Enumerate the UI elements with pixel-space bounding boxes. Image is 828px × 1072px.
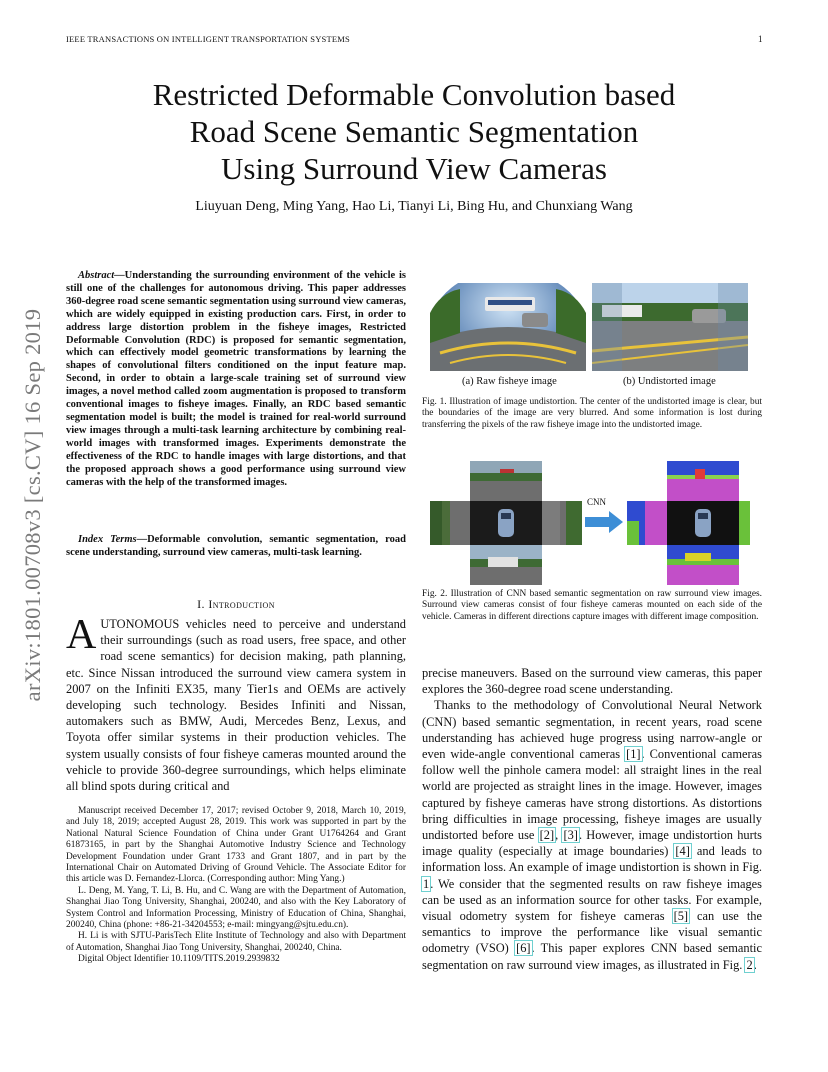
section-number: I. [197,597,205,611]
text-run: , [555,828,563,843]
cnn-label: CNN [587,497,607,507]
abstract-text: —Understanding the surrounding environment of the vehicle is still one of the challenges for autonomous driving. This paper addresses 360-degree road scene semantic segmentation using surround view cameras, which are widely equipped in existing production cars. First, in order to address large distortion problem in the fisheye images, Restricted Deformable Convolution (RDC) is proposed for semantic segmentation, which can effectively model geometric transformations by learning the shapes of convolutional filters conditioned on the input feature map. Second, in order to obtain a large-scale training set of surround view images, a novel method called zoom augmentation is proposed to transform conventional images to fisheye images. Finally, an RDC based semantic segmentation model is built; the model is trained for real-world surround view images through a multi-task learning architecture by combining real-world images with transformed images. Experiments demonstrate the effectiveness of the RDC to handle images with large distortions, and that the proposed approach shows a good performance using surround view cameras with the help of the transformed images. [66,270,406,488]
section-heading [66,597,406,612]
index-terms [66,534,406,560]
drop-cap: A [66,612,97,658]
abstract [66,270,406,489]
text-run: and leads to information loss. An example of image undistortion is shown in Fig. [422,844,762,875]
surround-left-image [430,501,470,545]
citation-link[interactable]: [2] [539,828,555,843]
surround-center-car [470,501,542,545]
footnote: L. Deng, M. Yang, T. Li, B. Hu, and C. Wang are with the Department of Automation, Shanghai Jiao Tong University, Shanghai, 200240, and also with the Key Laboratory of System Control and Information Processing, Ministry of Education of China, Shanghai, 200240, China (phone: +86-21-34204553; e-mail: mingyang@sjtu.edu.cn). [66,885,406,931]
text-run: Thanks to the methodology of Convolutional Neural Network (CNN) based semantic segmentation, in recent years, road scene understanding has achieved huge progress using narrow-angle or even wide-angle conventional cameras [422,698,762,762]
index-terms-label: Index Terms [78,534,137,545]
arxiv-stamp-text: arXiv:1801.00708v3 [cs.CV] 16 Sep 2019 [20,308,45,702]
footnote-doi: Digital Object Identifier 10.1109/TITS.2019.2939832 [78,954,280,965]
seg-center-car [667,501,739,545]
footnotes [66,806,406,966]
citation-link[interactable]: [6] [516,941,531,956]
figure-2-caption: Fig. 2. Illustration of CNN based semantic segmentation on raw surround view images. Surround view cameras consist of four fisheye cameras mounted on each side of the vehicle. Cameras in different directions capture images with different image composition. [422,589,762,622]
text-run: can use the semantics to improve the performance like visual semantic odometry (VSO) [422,909,762,956]
abstract-label: Abstract [78,270,115,281]
text-run: . However, image undistortion hurts image quality (especially at image boundaries) [422,828,762,859]
figure-link[interactable]: 1 [423,876,430,891]
title-line: Restricted Deformable Convolution based [152,77,676,112]
undistorted-image [592,283,748,371]
author-list: Liuyuan Deng, Ming Yang, Hao Li, Tianyi Li, Bing Hu, and Chunxiang Wang [195,199,633,214]
paragraph [422,697,762,972]
intro-right-column [422,665,762,973]
title-line: Road Scene Semantic Segmentation [189,114,639,149]
surround-front-image [470,461,542,501]
running-header: IEEE TRANSACTIONS ON INTELLIGENT TRANSPORTATION SYSTEMS [66,34,350,44]
citation-link[interactable]: [4] [675,844,690,859]
surround-rear-image [470,545,542,585]
fig1-subcaption-a: (a) Raw fisheye image [462,376,557,387]
text-run: . We consider that the segmented results on raw fisheye images can be used as an information source for other tasks. For example, visual odometry system for fisheye cameras [422,876,762,924]
paper-title [100,76,728,187]
text-run: . [753,957,757,972]
citation-link[interactable]: [5] [673,909,689,924]
figure-2 [430,461,750,586]
figure-1 [430,283,750,388]
section-title: Introduction [208,597,275,611]
seg-front-image [667,461,739,501]
figure-link[interactable]: 2 [746,957,753,972]
citation-link[interactable]: [1] [626,747,641,762]
seg-right-image [739,501,750,545]
intro-paragraph [66,612,406,794]
seg-left-image [627,501,667,545]
figure-1-caption: Fig. 1. Illustration of image undistortion. The center of the undistorted image is clear, but the boundaries of the image are very blurred. And some information is lost during transferring the pixels of the raw fisheye image into the undistorted image. [422,397,762,430]
footnote: Manuscript received December 17, 2017; revised October 9, 2018, March 10, 2019, and July 18, 2019; accepted August 28, 2019. This work was supported in part by the National Natural Science Foundation of China under Grant U1764264 and Grant 61873165, in part by the Shanghai Automotive Industry Science and Technology Development Foundation under Grant 1733 and Grant 1807, and in part by the International Chair on Automated Driving of Ground Vehicle. The Associate Editor for this article was D. Fernandez-Llorca. (Corresponding author: Ming Yang.) [66,806,406,885]
surround-right-image [542,501,582,545]
index-terms-text: —Deformable convolution, semantic segmentation, road scene understanding, surround view cameras, multi-task learning. [66,534,406,558]
text-run: . Conventional cameras follow well the pinhole camera model: all straight lines in the real world are projected as straight lines in the image. However, images captured by fisheye cameras have strong distortions. As distortions bring difficulties in image processing, fisheye images are usually undistorted before use [422,747,762,843]
intro-text: UTONOMOUS vehicles need to perceive and understand their surroundings (such as road users, free space, and other road scene semantics) for decision making, path planning, etc. Since Nissan introduced the surround view camera system in 2007 on the Infiniti EX35, many Tier1s and OEMs are actively developing such technology. Besides Infiniti and Nissan, automakers such as BMW, Audi, Mercedes Benz, Lexus, and Toyota offer similar systems in their production vehicles. The system usually consists of four fisheye cameras mounted around the vehicle to provide 360-degree surroundings, which helps eliminate all blind spots during critical and [66,617,406,794]
text-run: . This paper explores CNN based semantic segmentation on raw surround view images, as illustrated in Fig. [422,941,762,972]
seg-rear-image [667,545,739,585]
citation-link[interactable]: [3] [563,828,578,843]
page-number: 1 [758,34,763,44]
footnote: H. Li is with SJTU-ParisTech Elite Institute of Technology and also with Department of Automation, Shanghai Jiao Tong University, Shanghai, 200240, China. [66,931,406,953]
raw-fisheye-image [430,283,586,371]
title-line: Using Surround View Cameras [221,151,607,186]
cnn-arrow [583,497,631,537]
arxiv-stamp [6,270,56,740]
fig1-subcaption-b: (b) Undistorted image [623,376,716,387]
paragraph: precise maneuvers. Based on the surround view cameras, this paper explores the 360-degree road scene understanding. [422,666,762,697]
arrow-icon [583,509,625,535]
